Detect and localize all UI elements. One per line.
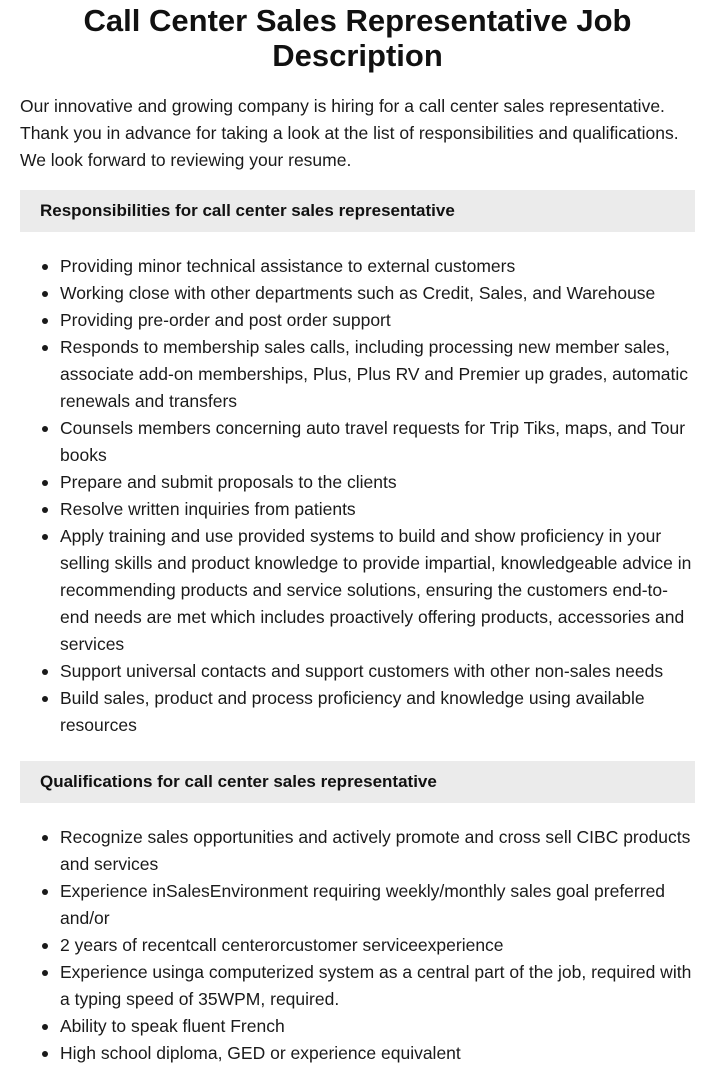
list-item-text: 2 years of recentcall centerorcustomer serviceexperience [60, 935, 504, 955]
list-item-text: Resolve written inquiries from patients [60, 499, 356, 519]
bullet-icon [42, 318, 48, 324]
responsibilities-heading: Responsibilities for call center sales representative [20, 190, 695, 232]
list-item-text: Responds to membership sales calls, including processing new member sales, associate add-on memberships, Plus, Plus RV and Premier up grades, automatic renewals and transfers [60, 337, 689, 411]
list-item [60, 685, 695, 739]
bullet-icon [42, 291, 48, 297]
list-item-text: High school diploma, GED or experience equivalent [60, 1043, 461, 1063]
list-item-text: Providing pre-order and post order support [60, 310, 391, 330]
responsibilities-list [20, 253, 695, 739]
list-item-text: Ability to speak fluent French [60, 1016, 285, 1036]
list-item-text: Providing minor technical assistance to external customers [60, 256, 516, 276]
bullet-icon [42, 970, 48, 976]
bullet-icon [42, 835, 48, 841]
bullet-icon [42, 507, 48, 513]
list-item [60, 253, 695, 280]
list-item-text: Support universal contacts and support customers with other non-sales needs [60, 661, 664, 681]
bullet-icon [42, 889, 48, 895]
bullet-icon [42, 264, 48, 270]
list-item [60, 334, 695, 415]
bullet-icon [42, 345, 48, 351]
list-item [60, 1040, 695, 1067]
bullet-icon [42, 480, 48, 486]
list-item [60, 523, 695, 658]
list-item [60, 496, 695, 523]
bullet-icon [42, 943, 48, 949]
page-title: Call Center Sales Representative Job Description [83, 3, 632, 73]
bullet-icon [42, 426, 48, 432]
list-item [60, 280, 695, 307]
list-item [60, 658, 695, 685]
list-item [60, 878, 695, 932]
list-item-text: Working close with other departments such as Credit, Sales, and Warehouse [60, 283, 656, 303]
list-item-text: Apply training and use provided systems to build and show proficiency in your selling skills and product knowledge to provide impartial, knowledgeable advice in recommending products and service solutions, ensuring the customers end-to-end needs are met which includes proactively offering products, accessories and services [60, 526, 692, 654]
list-item-text: Recognize sales opportunities and actively promote and cross sell CIBC products and services [60, 827, 691, 874]
list-item [60, 307, 695, 334]
list-item [60, 1013, 695, 1040]
list-item [60, 415, 695, 469]
list-item [60, 932, 695, 959]
bullet-icon [42, 669, 48, 675]
list-item [60, 959, 695, 1013]
qualifications-list [20, 824, 695, 1067]
intro-paragraph: Our innovative and growing company is hiring for a call center sales representative. Thank you in advance for taking a look at the list of responsibilities and qualifications. We look forward to reviewing your resume. [20, 96, 679, 170]
list-item-text: Experience usinga computerized system as a central part of the job, required with a typing speed of 35WPM, required. [60, 962, 692, 1009]
job-description-page [20, 0, 695, 1067]
bullet-icon [42, 696, 48, 702]
bullet-icon [42, 534, 48, 540]
list-item [60, 824, 695, 878]
list-item [60, 469, 695, 496]
list-item-text: Counsels members concerning auto travel requests for Trip Tiks, maps, and Tour books [60, 418, 686, 465]
list-item-text: Experience inSalesEnvironment requiring weekly/monthly sales goal preferred and/or [60, 881, 666, 928]
qualifications-heading: Qualifications for call center sales representative [20, 761, 695, 803]
list-item-text: Build sales, product and process proficiency and knowledge using available resources [60, 688, 645, 735]
list-item-text: Prepare and submit proposals to the clients [60, 472, 397, 492]
bullet-icon [42, 1051, 48, 1057]
bullet-icon [42, 1024, 48, 1030]
